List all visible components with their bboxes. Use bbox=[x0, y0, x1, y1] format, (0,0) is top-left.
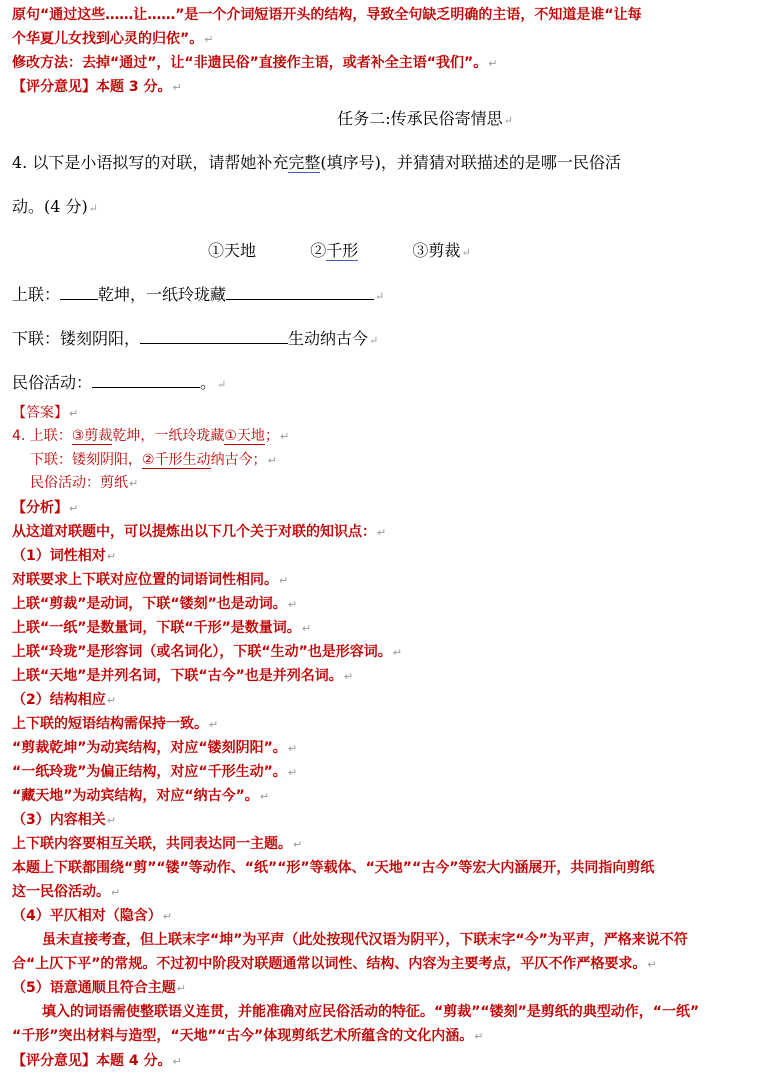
analysis-subheading: （1）词性相对↵ bbox=[12, 548, 116, 564]
analysis-line: “藏天地”为动宾结构，对应“纳古今”。↵ bbox=[12, 788, 270, 804]
lower-blank bbox=[140, 329, 288, 344]
analysis-line: “剪裁乾坤”为动宾结构，对应“镂刻阴阳”。↵ bbox=[12, 740, 298, 756]
analysis-line: 对联要求上下联对应位置的词语词性相同。↵ bbox=[12, 572, 289, 588]
option-3: ③剪裁 bbox=[412, 241, 461, 260]
analysis-subheading: （3）内容相关↵ bbox=[12, 812, 116, 828]
analysis-line: “千形”突出材料与造型，“天地”“古今”体现剪纸艺术所蕴含的文化内涵。↵ bbox=[12, 1028, 484, 1044]
analysis-line: 上下联的短语结构需保持一致。↵ bbox=[12, 716, 219, 732]
analysis-line: 上下联内容要相互关联，共同表达同一主题。↵ bbox=[12, 836, 303, 852]
analysis-subheading: （2）结构相应↵ bbox=[12, 692, 116, 708]
analysis-line: 合“上仄下平”的常规。不过初中阶段对联题通常以词性、结构、内容为主要考点，平仄不作严格要求。↵ bbox=[12, 956, 657, 972]
analysis-line: 这一民俗活动。↵ bbox=[12, 884, 121, 900]
question-line: 动。(4 分)↵ bbox=[12, 197, 98, 216]
question-line: 4. 以下是小语拟写的对联，请帮她补充完整(填序号)，并猜猜对联描述的是哪一民俗活 bbox=[12, 153, 621, 172]
upper-couplet: 上联： 乾坤，一纸玲珑藏 ↵ bbox=[12, 285, 385, 304]
score-note: 【评分意见】本题 3 分。↵ bbox=[12, 79, 182, 95]
analysis-header: 【分析】↵ bbox=[12, 500, 79, 516]
analysis-line: 个华夏儿女找到心灵的归依”。↵ bbox=[12, 31, 214, 47]
analysis-line: 虽未直接考查，但上联末字“坤”为平声（此处按现代汉语为阴平），下联末字“今”为平声，严格来说不符 bbox=[42, 932, 688, 948]
upper-blank-2 bbox=[226, 285, 374, 300]
answer-line: 4. 上联：③剪裁乾坤，一纸玲珑藏①天地；↵ bbox=[12, 428, 290, 444]
analysis-line: 原句“通过这些……让……”是一个介词短语开头的结构，导致全句缺乏明确的主语，不知道是谁“让每 bbox=[12, 7, 642, 23]
answer-line: 下联：镂刻阴阳，②千形生动纳古今；↵ bbox=[30, 452, 277, 468]
analysis-line: 上联“剪裁”是动词，下联“镂刻”也是动词。↵ bbox=[12, 596, 298, 612]
analysis-line: 本题上下联都围绕“剪”“镂”等动作、“纸”“形”等载体、“天地”“古今”等宏大内涵展开，共同指向剪纸 bbox=[12, 860, 655, 876]
answer-line: 民俗活动：剪纸↵ bbox=[30, 475, 139, 491]
lower-couplet: 下联：镂刻阴阳， 生动纳古今↵ bbox=[12, 329, 379, 348]
folk-blank bbox=[92, 373, 200, 388]
option-1: ①天地 bbox=[208, 241, 257, 260]
option-list: ①天地 ②千形 ③剪裁↵ bbox=[208, 241, 471, 260]
analysis-line: “一纸玲珑”为偏正结构，对应“千形生动”。↵ bbox=[12, 764, 298, 780]
option-2: ②千形 bbox=[310, 241, 359, 260]
task-title: 任务二:传承民俗寄情思↵ bbox=[337, 109, 513, 128]
score-note: 【评分意见】本题 4 分。↵ bbox=[12, 1053, 182, 1069]
analysis-line: 从这道对联题中，可以提炼出以下几个关于对联的知识点：↵ bbox=[12, 524, 387, 540]
analysis-line: 上联“天地”是并列名词，下联“古今”也是并列名词。↵ bbox=[12, 668, 354, 684]
analysis-subheading: （4）平仄相对（隐含）↵ bbox=[12, 908, 172, 924]
analysis-line: 上联“一纸”是数量词，下联“千形”是数量词。↵ bbox=[12, 620, 312, 636]
answer-header: 【答案】↵ bbox=[12, 405, 79, 421]
upper-blank-1 bbox=[60, 285, 98, 300]
folk-activity: 民俗活动： 。↵ bbox=[12, 373, 227, 392]
analysis-line: 修改方法：去掉“通过”，让“非遗民俗”直接作主语，或者补全主语“我们”。↵ bbox=[12, 55, 498, 71]
analysis-line: 填入的词语需使整联语义连贯，并能准确对应民俗活动的特征。“剪裁”“镂刻”是剪纸的典型动作，“一纸” bbox=[42, 1004, 700, 1020]
analysis-subheading: （5）语意通顺且符合主题↵ bbox=[12, 980, 186, 996]
analysis-line: 上联“玲珑”是形容词（或名词化），下联“生动”也是形容词。↵ bbox=[12, 644, 403, 660]
